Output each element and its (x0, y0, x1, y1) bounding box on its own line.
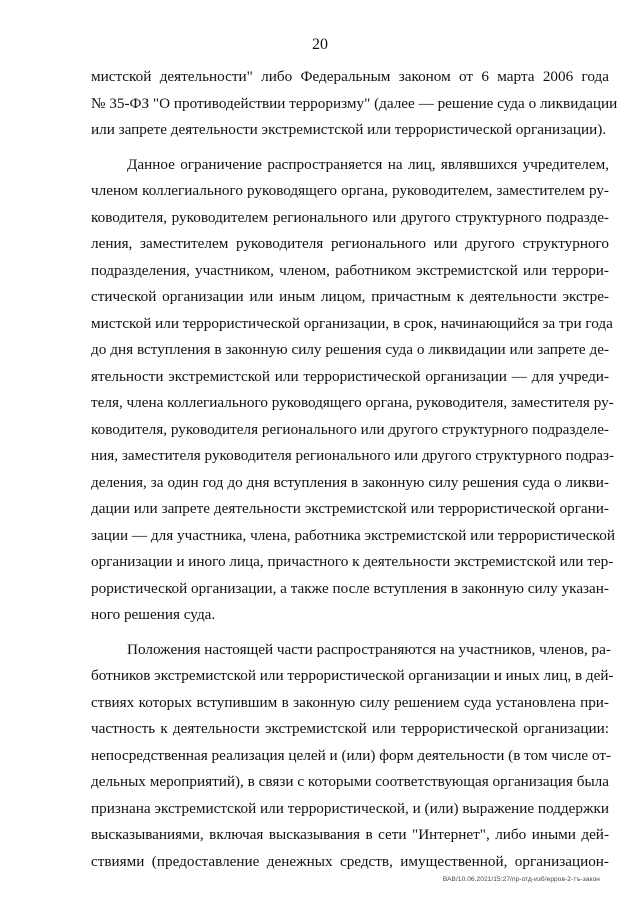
text-line: теля, члена коллегиального руководящего органа, руководителя, заместителя ру- (91, 394, 614, 411)
text-line: ления, заместителем руководителя регионального или другого структурного (91, 235, 609, 252)
text-line: рористической организации, а также после вступления в законную силу указан- (91, 579, 609, 597)
page-number: 20 (312, 36, 328, 53)
text-line: организации и иного лица, причастного к деятельности экстремистской или тер- (91, 553, 614, 570)
paragraph-2 (91, 152, 615, 629)
text-line: высказываниями, включая высказывания в сети "Интернет", либо иными дей- (91, 826, 609, 843)
text-line: непосредственная реализация целей и (или) форм деятельности (в том числе от- (91, 746, 612, 764)
text-line: ствиями (предоставление денежных средств, имущественной, организацион- (91, 852, 609, 870)
document-body (91, 64, 618, 875)
paragraph-1 (91, 64, 618, 144)
text-line: деления, за один год до дня вступления в законную силу решения суда о ликви- (91, 473, 609, 491)
text-line: или запрете деятельности экстремистской или террористической организации). (91, 121, 607, 138)
footer-reference: ВАВ/10.06.2021/15:27/пр-отд-изб/ерров-2-тъ-закон (442, 876, 600, 883)
text-line: Положения настоящей части распространяются на участников, членов, ра- (127, 640, 611, 658)
text-line: ного решения суда. (91, 606, 216, 623)
text-line: Данное ограничение распространяется на лиц, являвшихся учредителем, (127, 155, 609, 173)
text-line: признана экстремистской или террористической, и (или) выражение поддержки (91, 799, 609, 817)
text-line: подразделения, участником, членом, работником экстремистской или террори- (91, 261, 609, 279)
text-line: зации — для участника, члена, работника экстремистской или террористической (91, 526, 615, 544)
text-line: членом коллегиального руководящего органа, руководителем, заместителем ру- (91, 182, 609, 199)
text-line: мистской или террористической организации, в срок, начинающийся за три года (91, 314, 613, 332)
text-line: ботников экстремистской или террористической организации и иных лиц, в дей- (91, 667, 614, 684)
text-line: дации или запрете деятельности экстремистской или террористической органи- (91, 500, 609, 517)
text-line: частность к деятельности экстремистской или террористической организации: (91, 720, 609, 737)
text-line: до дня вступления в законную силу решения суда о ликвидации или запрете де- (91, 341, 609, 358)
text-line: дельных мероприятий), в связи с которыми соответствующая организация была (91, 773, 609, 790)
text-line: ководителя, руководителем регионального или другого структурного подразде- (91, 208, 609, 226)
text-line: ятельности экстремистской или террористической организации — для учреди- (91, 367, 609, 385)
text-line: мистской деятельности" либо Федеральным законом от 6 марта 2006 года (91, 68, 609, 85)
paragraph-3 (91, 637, 614, 876)
text-line: ководителя, руководителя регионального или другого структурного подразделе- (91, 420, 609, 438)
text-line: ния, заместителя руководителя регионального или другого структурного подраз- (91, 447, 615, 464)
text-line: стической организации или иным лицом, причастным к деятельности экстре- (91, 288, 609, 305)
text-line: ствиях которых вступившим в законную силу решением суда установлена при- (91, 693, 609, 711)
text-line: № 35-ФЗ "О противодействии терроризму" (далее — решение суда о ликвидации (91, 94, 618, 112)
